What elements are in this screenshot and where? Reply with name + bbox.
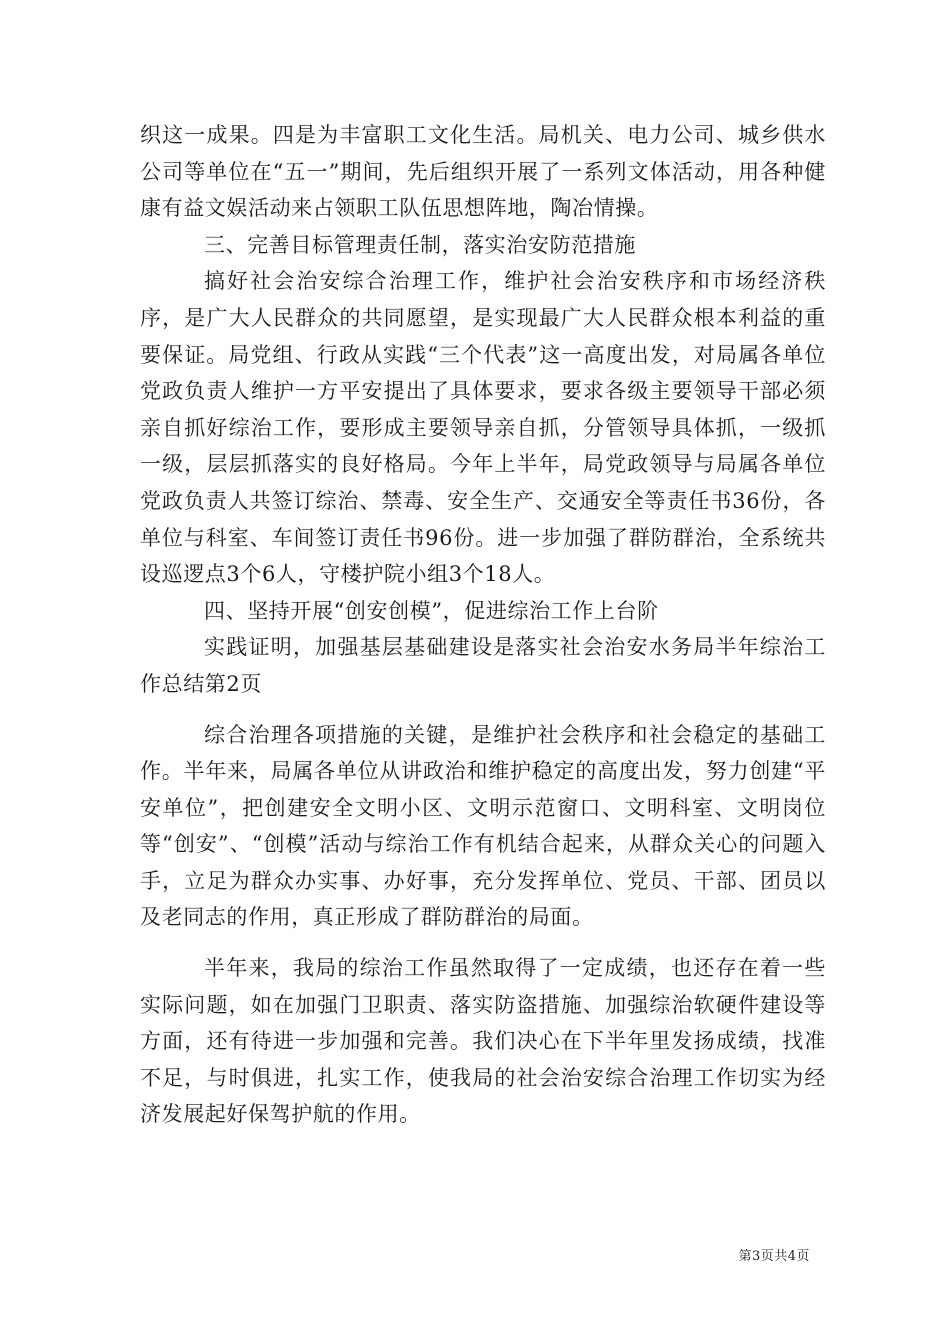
section-heading-3: 三、完善目标管理责任制，落实治安防范措施: [204, 232, 636, 257]
paragraph-summary: 半年来，我局的综治工作虽然取得了一定成绩，也还存在着一些实际问题，如在加强门卫职责、落实防盗措施、加强综治软硬件建设等方面，还有待进一步加强和完善。我们决心在下半年里发扬成绩，找准不足，与时俱进，扎实工作，使我局的社会治安综合治理工作切实为经济发展起好保驾护航的作用。: [140, 956, 826, 1127]
paragraph-comprehensive: 综合治理各项措施的关键，是维护社会秩序和社会稳定的基础工作。半年来，局属各单位从讲政治和维护稳定的高度出发，努力创建“平安单位”，把创建安全文明小区、文明示范窗口、文明科室、文明岗位等“创安”、“创模”活动与综治工作有机结合起来，从群众关心的问题入手，立足为群众办实事、办好事，充分发挥单位、党员、干部、团员以及老同志的作用，真正形成了群防群治的局面。: [140, 722, 826, 930]
paragraph-responsibility: 搞好社会治安综合治理工作，维护社会治安秩序和市场经济秩序，是广大人民群众的共同愿望，是实现最广大人民群众根本利益的重要保证。局党组、行政从实践“三个代表”这一高度出发，对局属各单位党政负责人维护一方平安提出了具体要求，要求各级主要领导干部必须亲自抓好综治工作，要形成主要领导亲自抓，分管领导具体抓，一级抓一级，层层抓落实的良好格局。今年上半年，局党政领导与局属各单位党政负责人共签订综治、禁毒、安全生产、交通安全等责任书36份，各单位与科室、车间签订责任书96份。进一步加强了群防群治，全系统共设巡逻点3个6人，守楼护院小组3个18人。: [140, 269, 826, 587]
document-body: [140, 117, 826, 1133]
paragraph-continuation: 织这一成果。四是为丰富职工文化生活。局机关、电力公司、城乡供水公司等单位在“五一”期间，先后组织开展了一系列文体活动，用各种健康有益文娱活动来占领职工队伍思想阵地，陶冶情操。: [140, 123, 826, 221]
page-number: 第3页共4页: [738, 1249, 810, 1264]
paragraph-practice: 实践证明，加强基层基础建设是落实社会治安水务局半年综治工作总结第2页: [140, 635, 826, 696]
section-heading-4: 四、坚持开展“创安创模”，促进综治工作上台阶: [204, 598, 659, 623]
